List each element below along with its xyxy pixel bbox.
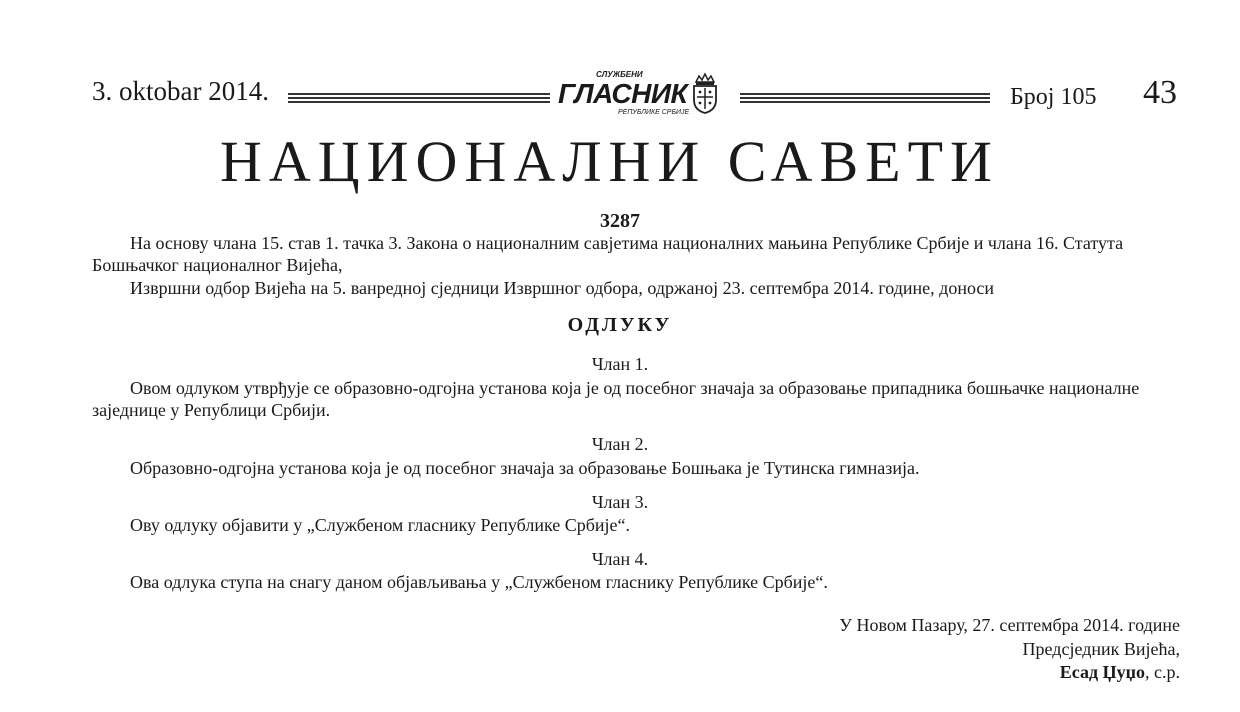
header-rule-left xyxy=(288,93,550,105)
coat-of-arms-icon xyxy=(690,72,720,114)
signer-suffix: , с.р. xyxy=(1145,662,1180,682)
header-rule-right xyxy=(740,93,990,105)
document-number: 3287 xyxy=(600,210,640,232)
preamble-line-3: Извршни одбор Вијећа на 5. ванредној сједници Извршног одбора, одржаној 23. септембра 2014. године, доноси xyxy=(130,278,995,298)
decision-title: ОДЛУКУ xyxy=(567,314,673,336)
logo-top-text: СЛУЖБЕНИ xyxy=(596,70,643,79)
preamble-line-1: На основу члана 15. став 1. тачка 3. Закона о националним савјетима националних мањина Републике Србије и члана 16. Статута xyxy=(130,233,1124,253)
page-number: 43 xyxy=(1143,74,1177,111)
article-2-heading: Члан 2. xyxy=(591,434,649,454)
article-2-text: Образовно-одгојна установа која је од посебног значаја за образовање Бошњака је Тутинска гимназија. xyxy=(130,458,920,478)
place-and-date: У Новом Пазару, 27. септембра 2014. године xyxy=(839,615,1180,635)
section-title: НАЦИОНАЛНИ САВЕТИ xyxy=(220,129,999,194)
gazette-logo xyxy=(556,70,726,118)
issue-date: 3. oktobar 2014. xyxy=(92,76,269,106)
logo-sub-text: РЕПУБЛИКЕ СРБИЈЕ xyxy=(618,109,690,116)
logo-main-text: ГЛАСНИК xyxy=(558,78,688,109)
article-1-heading: Члан 1. xyxy=(591,354,649,374)
signer-title: Предсједник Вијећа, xyxy=(1022,639,1180,659)
article-1-text-line-1: Овом одлуком утврђује се образовно-одгојна установа која је од посебног значаја за образовање припадника бошњачке националне xyxy=(130,378,1140,398)
issue-number: Број 105 xyxy=(1010,84,1097,110)
article-4-heading: Члан 4. xyxy=(591,549,649,569)
signature-block xyxy=(1060,662,1180,683)
article-4-text: Ова одлука ступа на снагу даном објављивања у „Службеном гласнику Републике Србије“. xyxy=(130,572,828,592)
signer-name: Есад Џуџо xyxy=(1059,662,1145,682)
article-1-text-line-2: заједнице у Републици Србији. xyxy=(92,400,331,420)
article-3-heading: Члан 3. xyxy=(591,492,649,512)
article-3-text: Ову одлуку објавити у „Службеном гласнику Републике Србије“. xyxy=(130,515,631,535)
preamble-line-2: Бошњачког националног Вијећа, xyxy=(92,255,343,275)
